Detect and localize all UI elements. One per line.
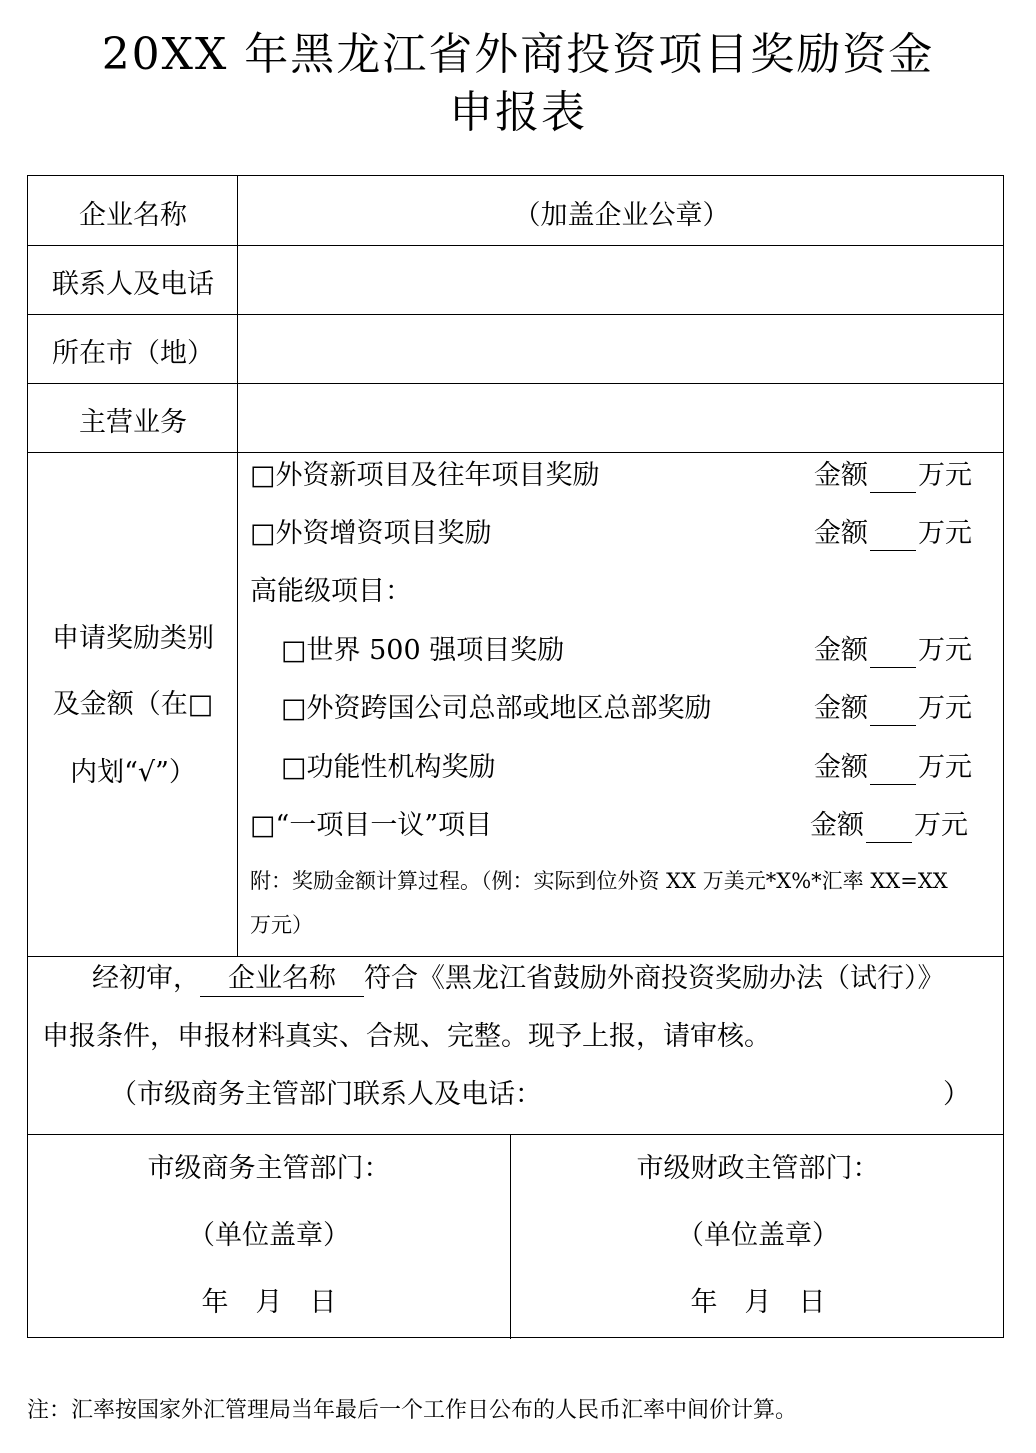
row-divider — [28, 245, 1003, 246]
high-level-project-heading: 高能级项目： — [250, 576, 412, 607]
amount-field[interactable] — [814, 634, 972, 668]
review-line2: 申报条件，申报材料真实、合规、完整。现予上报，请审核。 — [42, 1021, 771, 1052]
option-one-project-one-discussion[interactable]: □“一项目一议”项目 — [250, 810, 493, 841]
row-divider — [28, 314, 1003, 315]
review-line1 — [92, 962, 945, 997]
business-label: 主营业务 — [79, 407, 187, 438]
amount-blank[interactable] — [870, 522, 916, 551]
amount-blank[interactable] — [866, 814, 912, 843]
amount-unit: 万元 — [918, 752, 972, 783]
amount-blank[interactable] — [870, 464, 916, 493]
city-label: 所在市（地） — [52, 338, 214, 369]
company-name-label: 企业名称 — [79, 200, 187, 231]
review-suffix: 符合《黑龙江省鼓励外商投资奖励办法（试行）》 — [364, 963, 945, 994]
option-new-project[interactable]: □外资新项目及往年项目奖励 — [250, 460, 600, 491]
exchange-rate-footnote: 注：汇率按国家外汇管理局当年最后一个工作日公布的人民币汇率中间价计算。 — [27, 1398, 798, 1423]
row-divider — [28, 956, 1003, 957]
option-capital-increase[interactable]: □外资增资项目奖励 — [250, 518, 492, 549]
amount-prefix: 金额 — [814, 518, 868, 549]
amount-prefix: 金额 — [810, 810, 864, 841]
amount-field[interactable] — [810, 809, 968, 843]
calculation-note-line2: 万元） — [250, 913, 313, 937]
amount-prefix: 金额 — [814, 693, 868, 724]
row-divider — [28, 383, 1003, 384]
amount-field[interactable] — [814, 751, 972, 785]
review-contact-line — [110, 1078, 970, 1112]
option-headquarters[interactable]: □外资跨国公司总部或地区总部奖励 — [281, 693, 712, 724]
review-contact-close: ） — [943, 1079, 970, 1110]
award-category-label-line1: 申请奖励类别 — [52, 623, 214, 654]
amount-prefix: 金额 — [814, 635, 868, 666]
amount-field[interactable] — [814, 517, 972, 551]
amount-unit: 万元 — [914, 810, 968, 841]
finance-dept-label: 市级财政主管部门： — [636, 1153, 880, 1184]
review-company-blank[interactable]: 企业名称 — [200, 962, 364, 997]
finance-dept-seal: （单位盖章） — [677, 1220, 839, 1251]
amount-prefix: 金额 — [814, 460, 868, 491]
award-category-label-line3: 内划“√”） — [70, 757, 196, 788]
contact-label: 联系人及电话 — [52, 269, 214, 300]
amount-prefix: 金额 — [814, 752, 868, 783]
option-fortune-500[interactable]: □世界 500 强项目奖励 — [281, 635, 565, 666]
commerce-dept-date: 年 月 日 — [201, 1287, 337, 1318]
review-prefix: 经初审， — [92, 963, 200, 994]
commerce-dept-seal: （单位盖章） — [188, 1220, 350, 1251]
amount-field[interactable] — [814, 459, 972, 493]
amount-unit: 万元 — [918, 460, 972, 491]
award-category-label-line2: 及金额（在□ — [52, 689, 214, 720]
company-seal-hint: （加盖企业公章） — [513, 200, 730, 231]
amount-unit: 万元 — [918, 693, 972, 724]
amount-field[interactable] — [814, 692, 972, 726]
amount-blank[interactable] — [870, 756, 916, 785]
amount-unit: 万元 — [918, 518, 972, 549]
form-title: 20XX 年黑龙江省外商投资项目奖励资金 — [101, 29, 935, 80]
review-contact-label: （市级商务主管部门联系人及电话： — [110, 1079, 542, 1110]
amount-blank[interactable] — [870, 639, 916, 668]
commerce-dept-label: 市级商务主管部门： — [147, 1153, 391, 1184]
amount-blank[interactable] — [870, 697, 916, 726]
amount-unit: 万元 — [918, 635, 972, 666]
row-divider — [28, 452, 1003, 453]
calculation-note-line1: 附：奖励金额计算过程。（例：实际到位外资 XX 万美元*X%*汇率 XX=XX — [250, 869, 948, 893]
application-table — [27, 175, 1004, 1338]
finance-dept-date: 年 月 日 — [690, 1287, 826, 1318]
option-functional-institution[interactable]: □功能性机构奖励 — [281, 752, 496, 783]
form-subtitle: 申报表 — [449, 87, 587, 138]
row-divider — [28, 1134, 1003, 1135]
